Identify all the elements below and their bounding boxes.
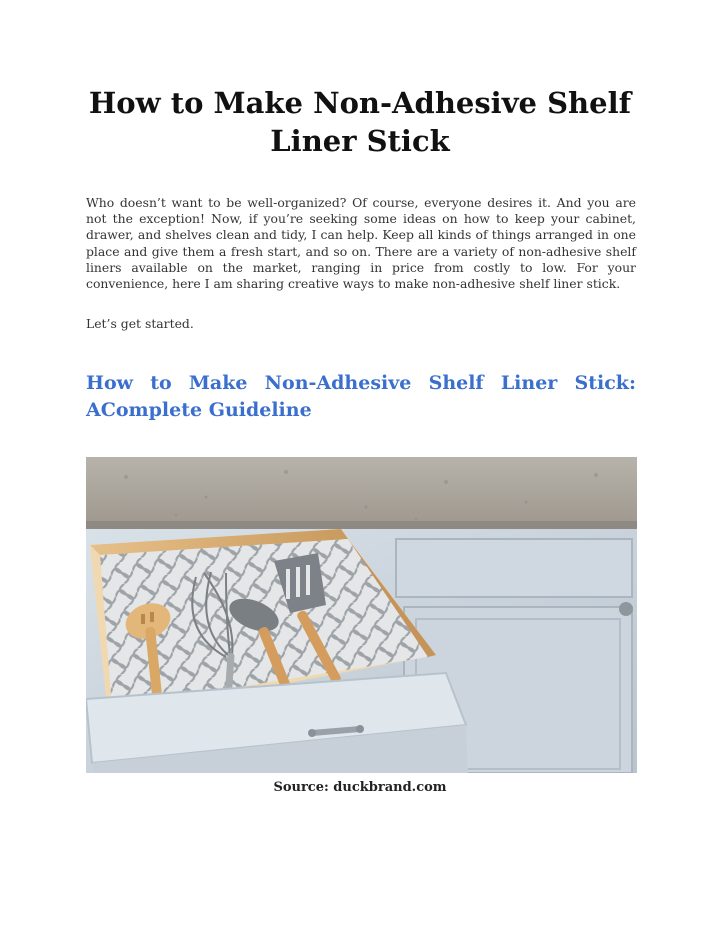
page-title: How to Make Non-Adhesive Shelf Liner Stick <box>88 86 632 158</box>
lets-get-started-text: Let’s get started. <box>86 316 194 331</box>
image-source-caption: Source: duckbrand.com <box>273 780 447 795</box>
intro-paragraph: Who doesn’t want to be well-organized? Of course, everyone desires it. And you are not the exception! Now, if you’re seeking some ideas on how to keep your cabinet, drawer, and shelves clean and tidy, I can help. Keep all kinds of things arranged in one place and give them a fresh start, and so on. There are a variety of non-adhesive shelf liners available on the market, ranging in price from costly to low. For your convenience, here I am sharing creative ways to make non-adhesive shelf liner stick. <box>86 195 636 292</box>
section-heading: How to Make Non-Adhesive Shelf Liner Stick: AComplete Guideline <box>86 372 636 421</box>
drawer-photo <box>86 457 637 773</box>
